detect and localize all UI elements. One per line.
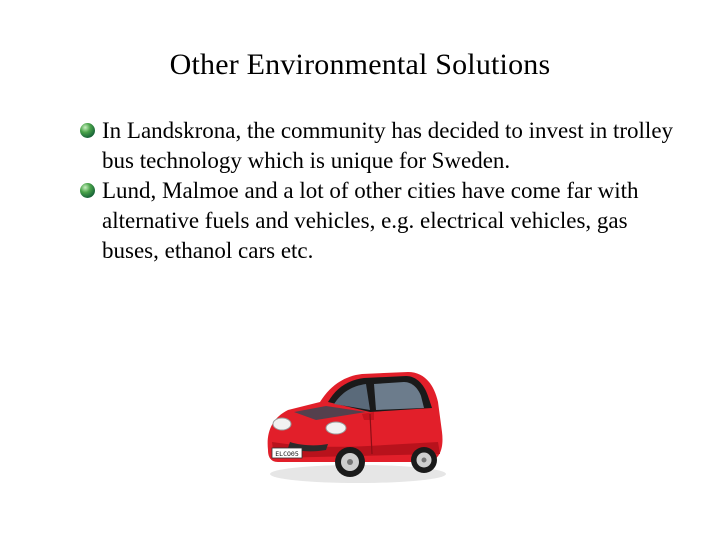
plate-text: ELCO05 [275, 450, 299, 458]
bullet-item [80, 116, 690, 176]
electric-car-image [258, 362, 448, 488]
green-sphere-bullet-icon [80, 183, 95, 198]
bullet-item [80, 176, 690, 266]
bullet-text: In Landskrona, the community has decided to invest in trolley bus technology which is unique for Sweden. [102, 118, 674, 173]
bullet-list [80, 116, 690, 266]
green-sphere-bullet-icon [80, 123, 95, 138]
slide-title: Other Environmental Solutions [169, 48, 551, 81]
bullet-text: Lund, Malmoe and a lot of other cities have come far with alternative fuels and vehicles, e.g. electrical vehicles, gas buses, ethanol cars etc. [102, 178, 639, 263]
